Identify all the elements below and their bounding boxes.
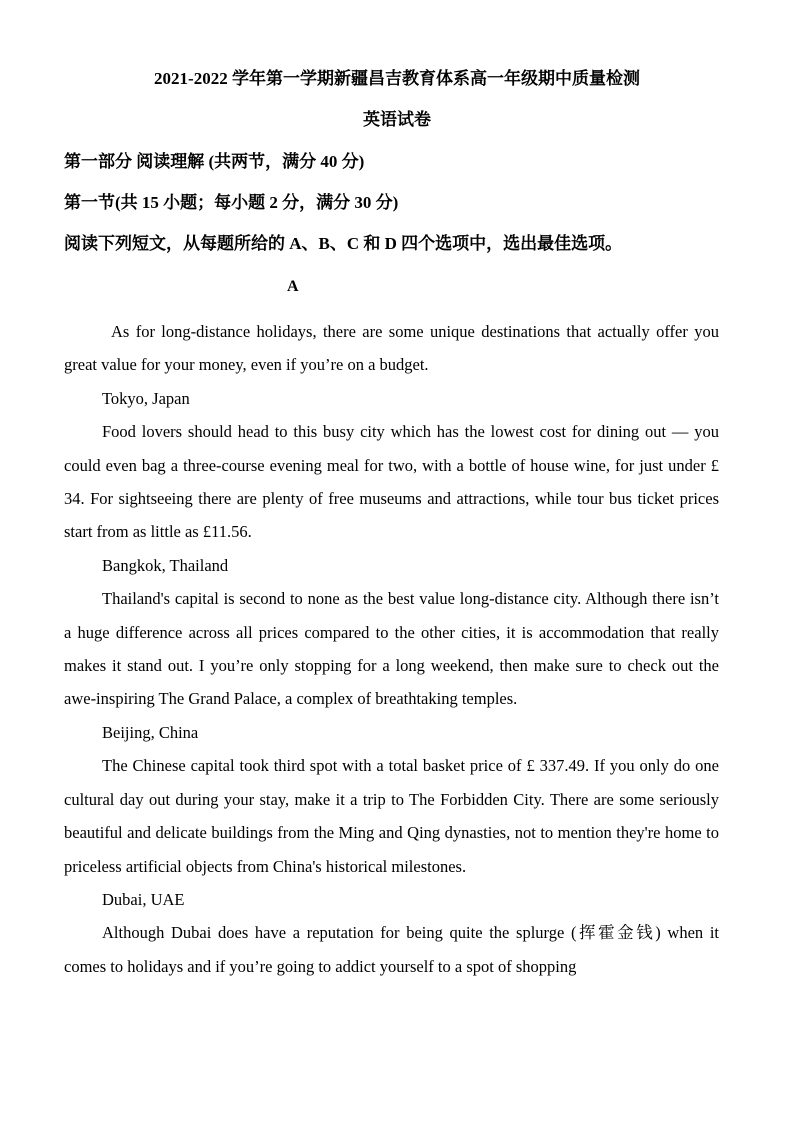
exam-title: 2021-2022 学年第一学期新疆昌吉教育体系高一年级期中质量检测 xyxy=(154,69,640,88)
passage-body xyxy=(64,315,719,983)
destination-text: Thailand's capital is second to none as the best value long-distance city. Although there isn’t a huge difference across all prices compared to the other cities, it is accommodation that really makes it stand out. I you’re only stopping for a long weekend, then make sure to check out the awe-inspiring The Grand Palace, a complex of breathtaking temples. xyxy=(64,589,719,709)
subsection-heading: 第一节(共 15 小题；每小题 2 分，满分 30 分) xyxy=(64,193,399,212)
destination-name: Tokyo, Japan xyxy=(102,388,190,408)
destination-name: Dubai, UAE xyxy=(102,889,185,909)
destination-text: Although Dubai does have a reputation for being quite the splurge (挥霍金钱) when it comes to holidays and if you’re going to addict yourself to a spot of shopping xyxy=(64,923,719,976)
instruction-text: 阅读下列短文，从每题所给的 A、B、C 和 D 四个选项中，选出最佳选项。 xyxy=(64,234,623,253)
passage-label: A xyxy=(287,278,299,295)
destination-name: Beijing, China xyxy=(102,722,199,742)
destination-name: Bangkok, Thailand xyxy=(102,555,229,575)
destination-text: Food lovers should head to this busy city which has the lowest cost for dining out — you could even bag a three-course evening meal for two, with a bottle of house wine, for just under £ 34. For sightseeing there are plenty of free museums and attractions, while tour bus ticket prices start from as little as £11.56. xyxy=(64,422,719,542)
exam-subject: 英语试卷 xyxy=(363,110,431,129)
part-heading: 第一部分 阅读理解 (共两节，满分 40 分) xyxy=(64,152,365,171)
destination-text: The Chinese capital took third spot with a total basket price of £ 337.49. If you only do one cultural day out during your stay, make it a trip to The Forbidden City. There are some seriously beautiful and delicate buildings from the Ming and Qing dynasties, not to mention they're home to priceless artificial objects from China's historical milestones. xyxy=(64,756,719,876)
passage-intro: As for long-distance holidays, there are some unique destinations that actually offer you great value for your money, even if you’re on a budget. xyxy=(64,322,719,375)
